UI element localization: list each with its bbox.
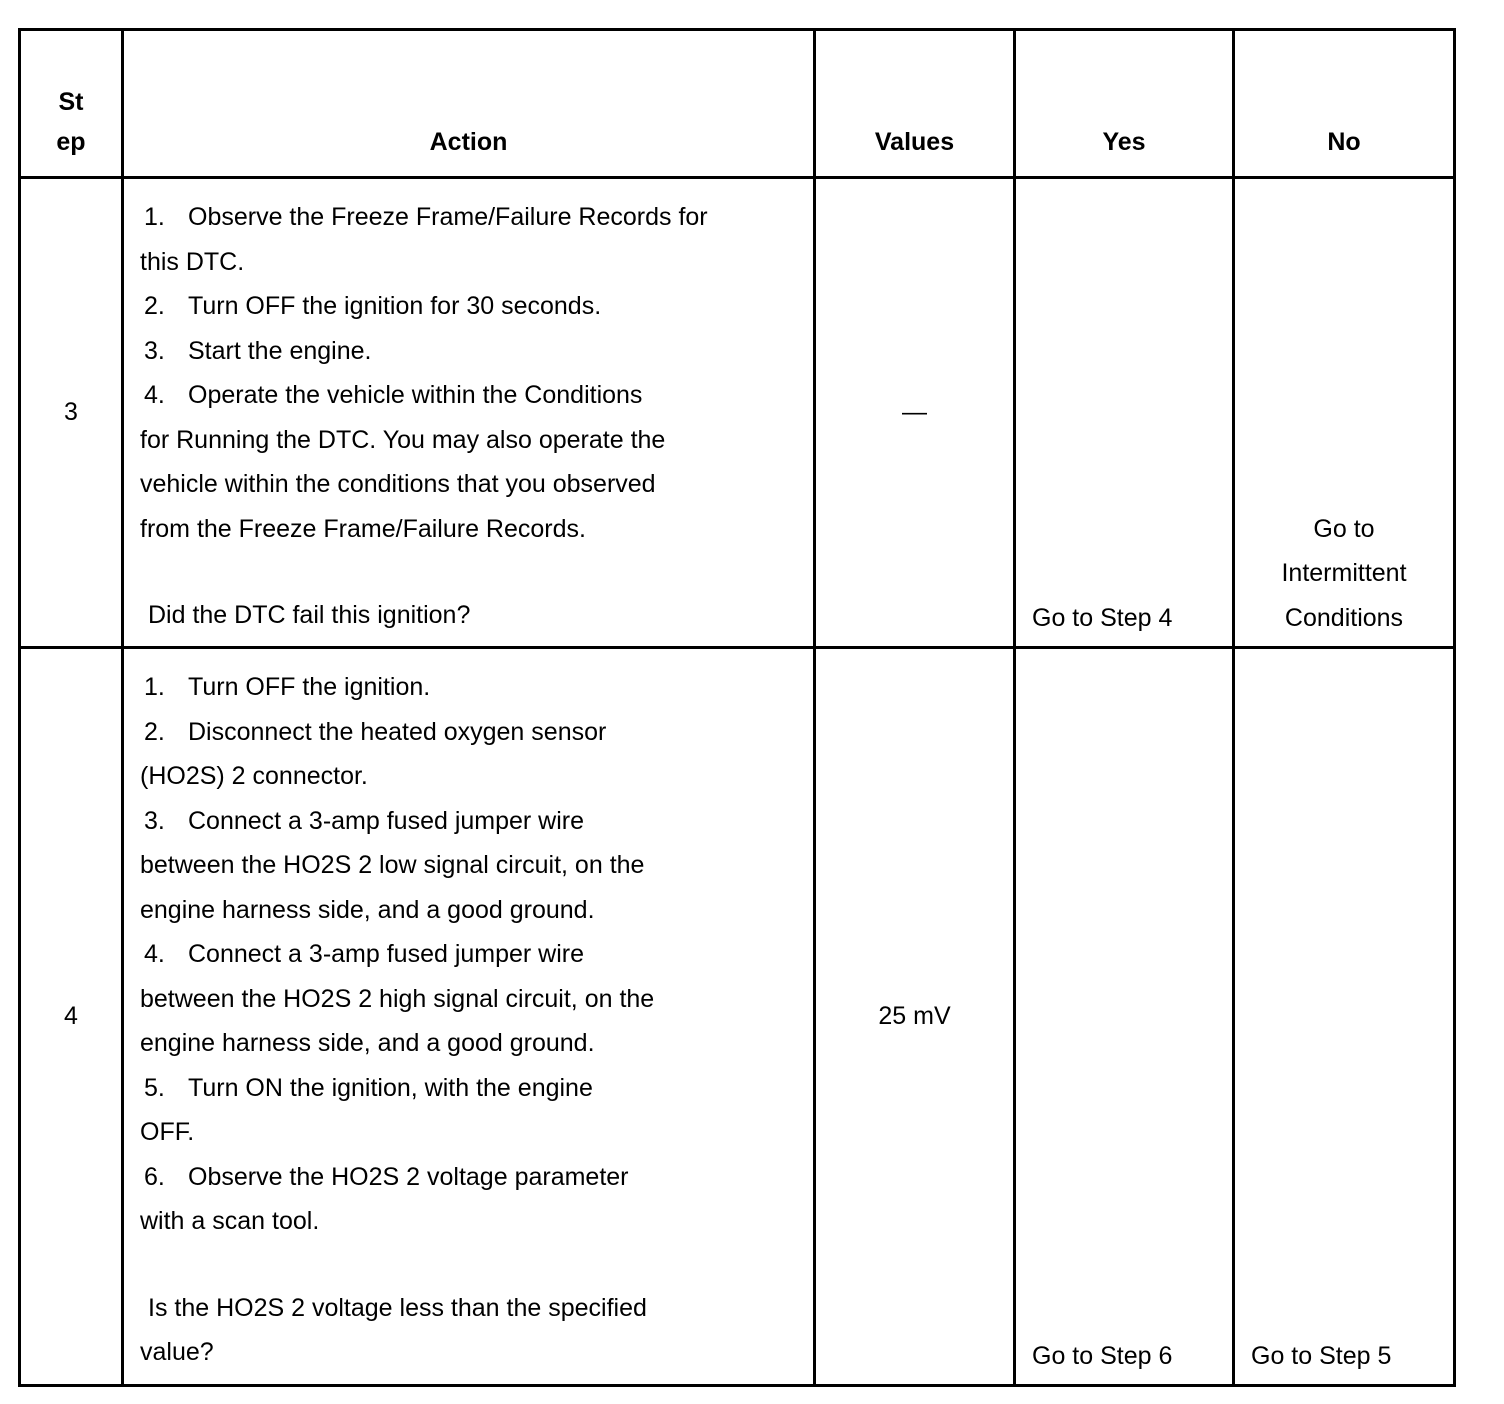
action-line (140, 932, 805, 977)
action-step-number: 1. (144, 203, 165, 231)
action-line (140, 799, 805, 844)
action-text: engine harness side, and a good ground. (140, 1029, 595, 1057)
action-question: Is the HO2S 2 voltage less than the specified (148, 1293, 647, 1322)
table-header-row (20, 30, 1455, 178)
action-cell (123, 178, 815, 648)
yes-cell: Go to Step 4 (1015, 178, 1234, 648)
header-no: No (1234, 30, 1455, 178)
action-text: Start the engine. (188, 336, 372, 365)
action-line (140, 462, 805, 507)
action-text: from the Freeze Frame/Failure Records. (140, 514, 586, 543)
action-line (140, 1110, 805, 1155)
action-question-cont: value? (140, 1338, 214, 1366)
values-cell: — (815, 178, 1015, 648)
header-yes: Yes (1015, 30, 1234, 178)
action-list (140, 195, 805, 551)
action-list (140, 665, 805, 1244)
diagnostic-table (18, 28, 1456, 1387)
action-step-number: 4. (144, 381, 165, 409)
action-cell (123, 648, 815, 1386)
action-line (140, 1199, 805, 1244)
action-step-number: 3. (144, 806, 165, 835)
action-line (140, 710, 805, 755)
action-text: Connect a 3-amp fused jumper wire (188, 806, 585, 835)
no-cell-line: Go to Step 5 (1251, 1341, 1392, 1370)
header-action: Action (123, 30, 815, 178)
table-row (20, 178, 1455, 648)
action-line (140, 1155, 805, 1200)
action-text: with a scan tool. (140, 1207, 320, 1235)
action-text: Turn OFF the ignition. (188, 673, 431, 701)
no-cell-line: Go to (1313, 514, 1375, 543)
header-values: Values (815, 30, 1015, 178)
action-text: this DTC. (140, 247, 245, 276)
action-text: Observe the Freeze Frame/Failure Records for (188, 203, 708, 231)
action-line (140, 888, 805, 933)
action-text: Operate the vehicle within the Conditions (188, 381, 643, 409)
action-line (140, 665, 805, 710)
action-step-number: 6. (144, 1162, 165, 1191)
action-text: between the HO2S 2 low signal circuit, on the (140, 851, 645, 879)
step-cell: 3 (20, 178, 123, 648)
no-cell (1234, 648, 1455, 1386)
action-line (140, 843, 805, 888)
values-cell: 25 mV (815, 648, 1015, 1386)
action-line (140, 1066, 805, 1111)
header-step (20, 30, 123, 178)
step-cell: 4 (20, 648, 123, 1386)
no-cell-line: Intermittent (1281, 559, 1407, 587)
action-text: for Running the DTC. You may also operate the (140, 425, 666, 454)
action-line (140, 507, 805, 552)
action-text: Observe the HO2S 2 voltage parameter (188, 1162, 629, 1191)
yes-cell: Go to Step 6 (1015, 648, 1234, 1386)
action-question: Did the DTC fail this ignition? (148, 601, 471, 629)
action-line (140, 284, 805, 329)
action-text: engine harness side, and a good ground. (140, 895, 595, 924)
action-step-number: 1. (144, 673, 165, 701)
action-step-number: 4. (144, 940, 165, 968)
action-line (140, 754, 805, 799)
action-step-number: 5. (144, 1073, 165, 1102)
action-text: Disconnect the heated oxygen sensor (188, 717, 607, 746)
action-line (140, 195, 805, 240)
action-line (140, 418, 805, 463)
action-line (140, 1021, 805, 1066)
action-line (140, 373, 805, 418)
action-step-number: 2. (144, 717, 165, 746)
action-text: Connect a 3-amp fused jumper wire (188, 940, 585, 968)
no-cell-line: Conditions (1284, 603, 1404, 632)
action-text: OFF. (140, 1118, 195, 1146)
action-step-number: 2. (144, 292, 165, 320)
header-step-line-1: St (58, 88, 84, 116)
action-step-number: 3. (144, 336, 165, 365)
action-text: Turn OFF the ignition for 30 seconds. (188, 292, 602, 320)
action-line (140, 240, 805, 285)
action-line (140, 977, 805, 1022)
no-cell (1234, 178, 1455, 648)
action-text: between the HO2S 2 high signal circuit, on the (140, 984, 655, 1013)
action-line (140, 329, 805, 374)
table-row (20, 648, 1455, 1386)
action-text: Turn ON the ignition, with the engine (188, 1073, 593, 1102)
action-text: vehicle within the conditions that you observed (140, 470, 656, 498)
header-step-line-2: ep (56, 128, 86, 156)
action-text: (HO2S) 2 connector. (140, 762, 368, 790)
